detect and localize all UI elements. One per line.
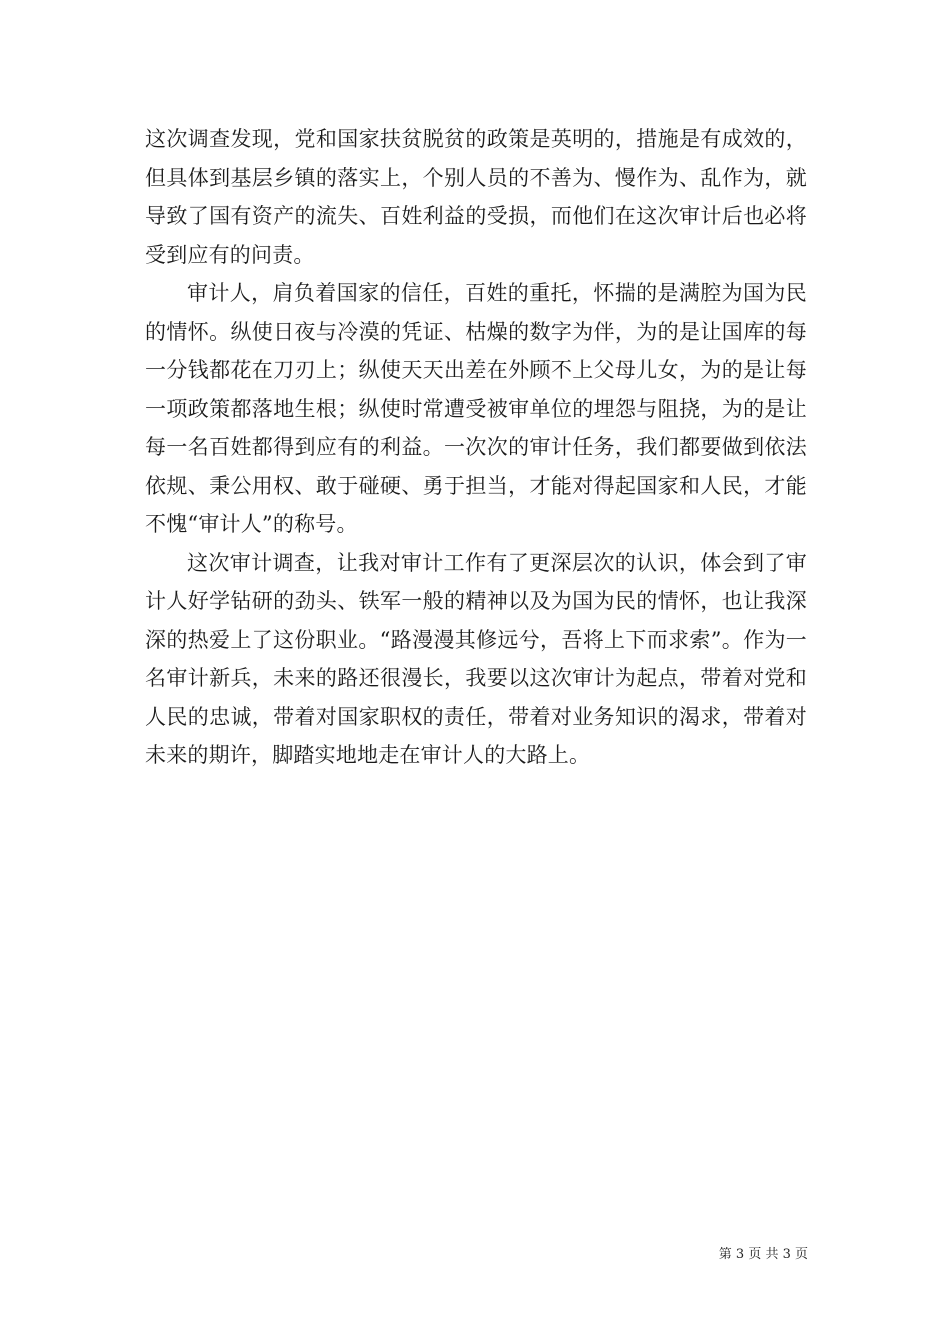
paragraph-auditor-mission: 审计人，肩负着国家的信任，百姓的重托，怀揣的是满腔为国为民的情怀。纵使日夜与冷漠的凭证、枯燥的数字为伴，为的是让国库的每一分钱都花在刀刃上；纵使天天出差在外顾不上父母儿女，为的是让每一项政策都落地生根；纵使时常遭受被审单位的埋怨与阻挠，为的是让每一名百姓都得到应有的利益。一次次的审计任务，我们都要做到依法依规、秉公用权、敢于碰硬、勇于担当，才能对得起国家和人民，才能不愧“审计人”的称号。 — [145, 281, 807, 536]
page-number-footer: 第 3 页 共 3 页 — [718, 1247, 808, 1262]
paragraph-continuation: 这次调查发现，党和国家扶贫脱贫的政策是英明的，措施是有成效的，但具体到基层乡镇的落实上，个别人员的不善为、慢作为、乱作为，就导致了国有资产的流失、百姓利益的受损，而他们在这次审计后也必将受到应有的问责。 — [145, 127, 807, 267]
paragraph-conclusion: 这次审计调查，让我对审计工作有了更深层次的认识，体会到了审计人好学钻研的劲头、铁军一般的精神以及为国为民的情怀，也让我深深的热爱上了这份职业。“路漫漫其修远兮，吾将上下而求索”。作为一名审计新兵，未来的路还很漫长，我要以这次审计为起点，带着对党和人民的忠诚，带着对国家职权的责任，带着对业务知识的渴求，带着对未来的期许，脚踏实地地走在审计人的大路上。 — [145, 550, 807, 767]
document-body — [145, 120, 807, 775]
